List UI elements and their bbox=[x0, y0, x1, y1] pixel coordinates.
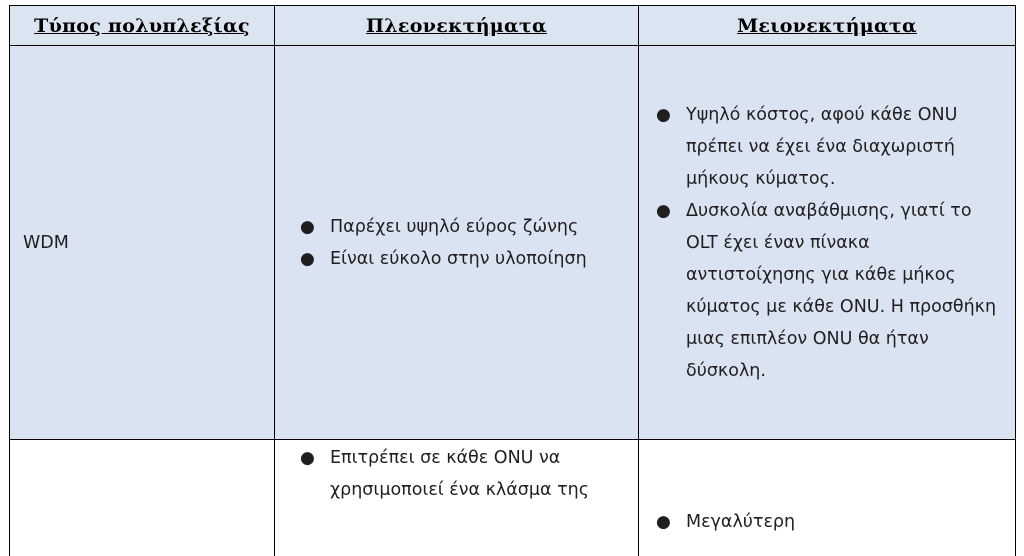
header-row bbox=[10, 6, 1016, 46]
list-item bbox=[300, 442, 626, 506]
list-item-text: Υψηλό κόστος, αφού κάθε ONU πρέπει να έχει ένα διαχωριστή μήκους κύματος. bbox=[686, 104, 958, 189]
pros-cell bbox=[275, 46, 639, 440]
cons-cell bbox=[639, 46, 1016, 440]
multiplexing-comparison-table bbox=[9, 5, 1016, 556]
list-item-text: Μεγαλύτερη bbox=[686, 512, 796, 532]
list-item-text: Δυσκολία αναβάθμισης, γιατί το OLT έχει έναν πίνακα αντιστοίχησης για κάθε μήκος κύματος με κάθε ONU. Η προσθήκη μιας επιπλέον ONU θα ήταν δύσκολη. bbox=[686, 200, 997, 381]
bullet-icon: ● bbox=[656, 512, 671, 532]
header-type: Τύπος πολυπλεξίας bbox=[10, 6, 275, 46]
type-cell: WDM bbox=[10, 46, 275, 440]
pros-list bbox=[275, 442, 626, 506]
list-item-text: Επιτρέπει σε κάθε ONU να χρησιμοποιεί ένα κλάσμα της bbox=[330, 448, 590, 500]
list-item bbox=[300, 211, 626, 243]
list-item bbox=[656, 195, 1003, 387]
pros-cell bbox=[275, 440, 639, 556]
type-cell bbox=[10, 440, 275, 556]
list-item-text: Είναι εύκολο στην υλοποίηση bbox=[330, 248, 587, 269]
cons-cell bbox=[639, 440, 1016, 556]
cons-list bbox=[639, 506, 1003, 538]
header-pros: Πλεονεκτήματα bbox=[275, 6, 639, 46]
cons-list bbox=[639, 99, 1003, 387]
list-item bbox=[656, 506, 1003, 538]
pros-list bbox=[275, 211, 626, 275]
table-row-wdm bbox=[10, 46, 1016, 440]
list-item bbox=[300, 243, 626, 275]
table-row-second bbox=[10, 440, 1016, 556]
bullet-icon: ● bbox=[656, 200, 671, 221]
bullet-icon: ● bbox=[656, 104, 671, 125]
bullet-icon: ● bbox=[300, 448, 315, 468]
list-item-text: Παρέχει υψηλό εύρος ζώνης bbox=[330, 216, 579, 237]
list-item bbox=[656, 99, 1003, 195]
bullet-icon: ● bbox=[300, 248, 315, 269]
bullet-icon: ● bbox=[300, 216, 315, 237]
header-cons: Μειονεκτήματα bbox=[639, 6, 1016, 46]
